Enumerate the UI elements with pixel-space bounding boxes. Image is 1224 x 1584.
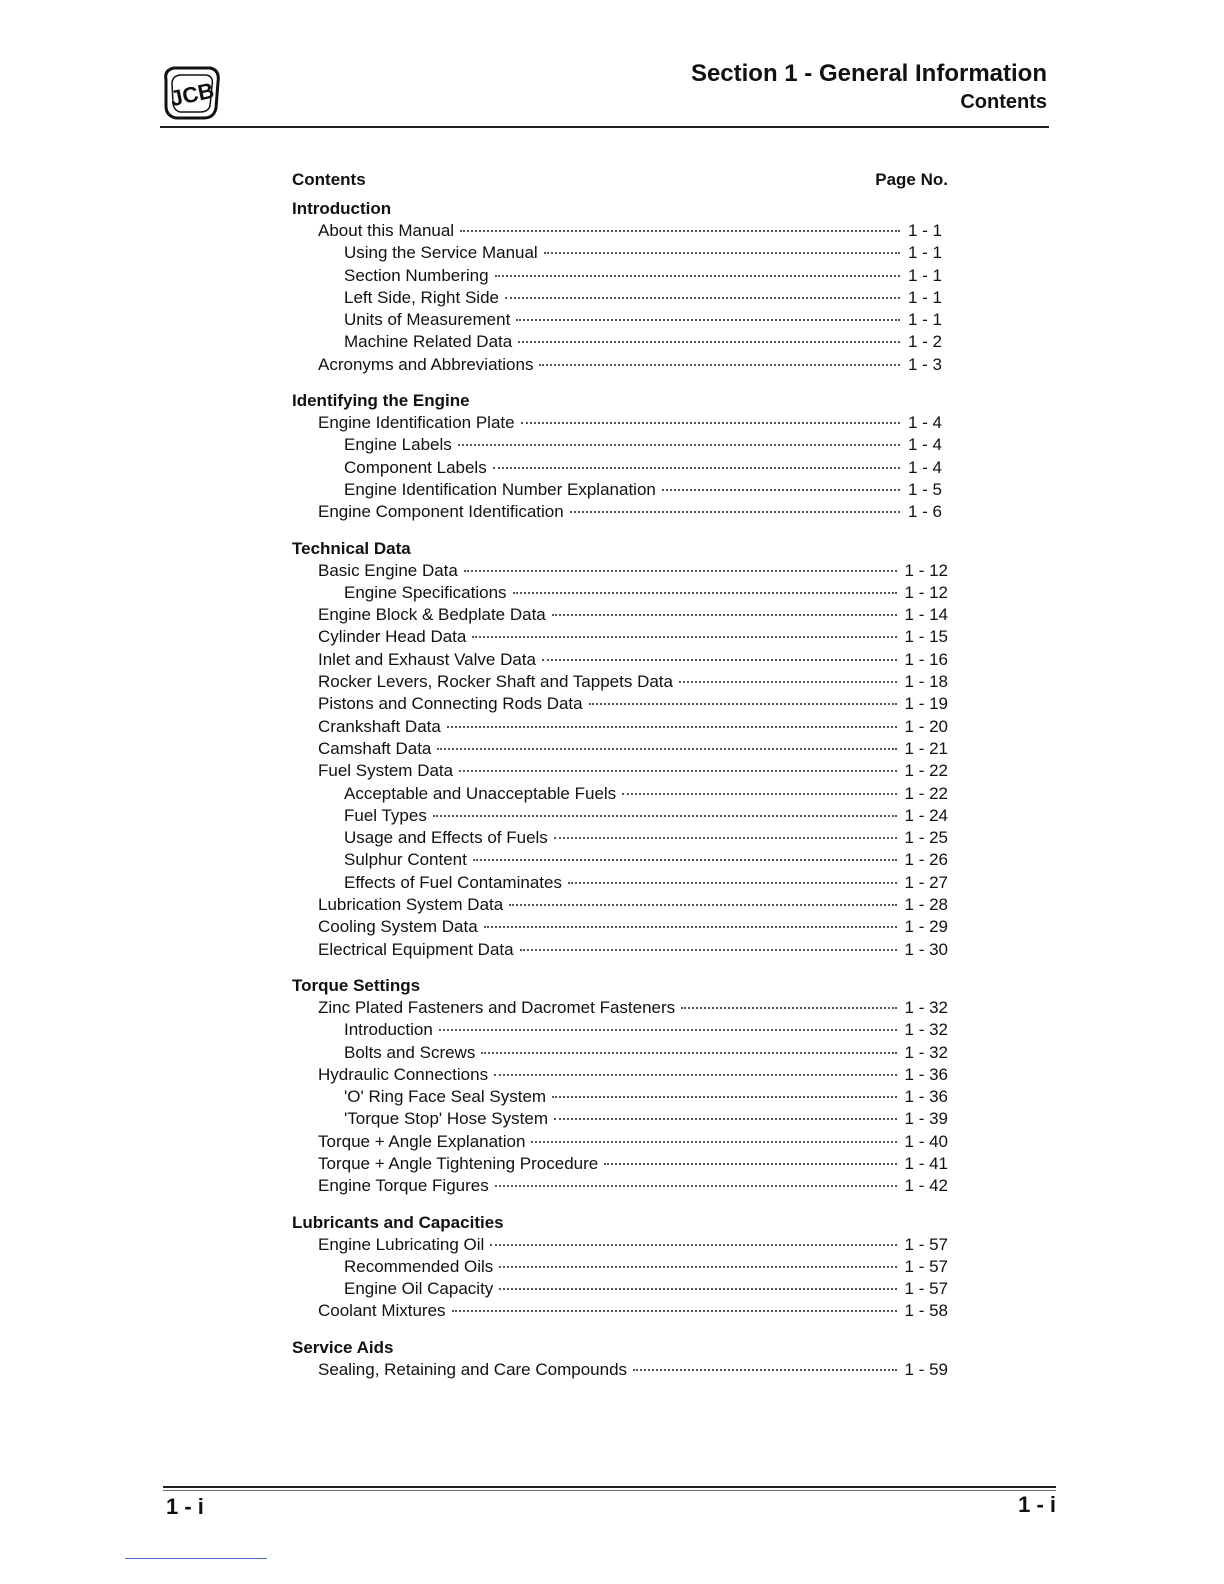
toc-entry-title: Engine Oil Capacity [344, 1279, 494, 1299]
toc-entry[interactable] [292, 916, 948, 938]
toc-entry[interactable] [292, 457, 948, 479]
toc-entry[interactable] [292, 1278, 948, 1300]
toc-entry[interactable] [292, 1359, 948, 1381]
toc-leader-dots [499, 1288, 896, 1290]
footer-page-number-right: 1 - i [1018, 1492, 1056, 1517]
toc-leader-dots [531, 1141, 896, 1143]
toc-entry-title: Engine Identification Plate [318, 413, 515, 433]
toc-entry-page: 1 - 27 [904, 872, 948, 892]
toc-entry[interactable] [292, 501, 948, 523]
toc-leader-dots [495, 1185, 897, 1187]
section-title: Section 1 - General Information [690, 60, 1047, 87]
toc-entry-title: Torque + Angle Explanation [318, 1131, 526, 1151]
toc-entry[interactable] [292, 479, 948, 501]
toc-entry-page: 1 - 18 [904, 672, 948, 692]
toc-leader-dots [490, 1244, 896, 1246]
toc-entry[interactable] [292, 805, 948, 827]
toc-entry-page: 1 - 39 [904, 1109, 948, 1129]
toc-leader-dots [505, 297, 900, 299]
toc-entry-page: 1 - 40 [904, 1131, 948, 1151]
jcb-logo [160, 62, 224, 124]
toc-section [292, 1212, 948, 1323]
toc-leader-dots [458, 444, 900, 446]
toc-leader-dots [539, 364, 900, 366]
toc-leader-dots [439, 1029, 897, 1031]
toc-leader-dots [520, 949, 897, 951]
toc-entry[interactable] [292, 1108, 948, 1130]
toc-section [292, 390, 948, 523]
table-of-contents [292, 170, 948, 1395]
toc-entry-page: 1 - 26 [904, 850, 948, 870]
toc-leader-dots [493, 467, 900, 469]
toc-entry[interactable] [292, 693, 948, 715]
toc-entry-title: Component Labels [344, 457, 487, 477]
toc-entry-page: 1 - 2 [908, 332, 943, 352]
toc-entry-page: 1 - 19 [904, 694, 948, 714]
toc-entry-page: 1 - 59 [904, 1359, 948, 1379]
jcb-logo-icon [160, 62, 224, 124]
toc-entry-page: 1 - 16 [904, 649, 948, 669]
toc-entry-title: Electrical Equipment Data [318, 939, 514, 959]
toc-entry[interactable] [292, 1300, 948, 1322]
section-subtitle: Contents [960, 91, 1047, 113]
toc-entry-title: Cooling System Data [318, 917, 478, 937]
toc-leader-dots [472, 636, 896, 638]
toc-entry[interactable] [292, 1064, 948, 1086]
toc-leader-dots [473, 859, 897, 861]
toc-entry-page: 1 - 57 [904, 1234, 948, 1254]
toc-entry-page: 1 - 4 [908, 413, 943, 433]
toc-entry-page: 1 - 1 [908, 265, 943, 285]
toc-entry[interactable] [292, 331, 948, 353]
toc-entry-title: Acronyms and Abbreviations [318, 354, 534, 374]
header-rule [160, 126, 1049, 128]
toc-entry-page: 1 - 21 [904, 738, 948, 758]
toc-entry-title: Basic Engine Data [318, 560, 458, 580]
toc-entry-page: 1 - 6 [908, 502, 943, 522]
toc-entry[interactable] [292, 738, 948, 760]
toc-leader-dots [552, 614, 897, 616]
toc-leader-dots [447, 726, 897, 728]
toc-entry-page: 1 - 5 [908, 479, 943, 499]
toc-entry[interactable] [292, 1153, 948, 1175]
toc-entry-page: 1 - 42 [904, 1176, 948, 1196]
toc-entry-page: 1 - 57 [904, 1256, 948, 1276]
toc-leader-dots [437, 748, 896, 750]
toc-entry[interactable] [292, 1019, 948, 1041]
toc-section-title: Service Aids [292, 1337, 394, 1357]
toc-entry-title: Engine Labels [344, 435, 452, 455]
toc-section [292, 975, 948, 1198]
toc-header [292, 170, 948, 198]
toc-section-title: Torque Settings [292, 975, 421, 995]
toc-entry[interactable] [292, 997, 948, 1019]
toc-entry-page: 1 - 25 [904, 828, 948, 848]
toc-entry-title: Usage and Effects of Fuels [344, 828, 548, 848]
toc-entry-title: Cylinder Head Data [318, 627, 467, 647]
toc-entry-page: 1 - 14 [904, 605, 948, 625]
toc-entry[interactable] [292, 716, 948, 738]
toc-entry-title: Zinc Plated Fasteners and Dacromet Fasteners [318, 997, 676, 1017]
toc-section-title: Lubricants and Capacities [292, 1212, 504, 1232]
footer-page-number-left: 1 - i [166, 1494, 204, 1519]
toc-entry[interactable] [292, 1131, 948, 1153]
toc-entry-title: Engine Torque Figures [318, 1176, 489, 1196]
toc-entry[interactable] [292, 434, 948, 456]
toc-entry-title: Engine Identification Number Explanation [344, 479, 656, 499]
toc-leader-dots [521, 422, 900, 424]
toc-entry[interactable] [292, 287, 948, 309]
toc-entry-title: Units of Measurement [344, 310, 511, 330]
toc-section-title: Identifying the Engine [292, 391, 470, 411]
toc-leader-dots [554, 837, 897, 839]
toc-section-title: Technical Data [292, 538, 411, 558]
toc-entry[interactable] [292, 1042, 948, 1064]
toc-entry[interactable] [292, 894, 948, 916]
toc-entry-page: 1 - 4 [908, 435, 943, 455]
toc-entry[interactable] [292, 783, 948, 805]
toc-entry-title: Using the Service Manual [344, 243, 538, 263]
toc-leader-dots [604, 1163, 896, 1165]
toc-entry-title: Engine Component Identification [318, 502, 564, 522]
toc-leader-dots [518, 341, 900, 343]
toc-sections [292, 198, 948, 1381]
toc-leader-dots [516, 319, 900, 321]
toc-entry-page: 1 - 57 [904, 1279, 948, 1299]
toc-leader-dots [681, 1007, 896, 1009]
toc-entry[interactable] [292, 309, 948, 331]
toc-leader-dots [570, 511, 900, 513]
toc-entry-title: Engine Specifications [344, 582, 507, 602]
toc-entry[interactable] [292, 649, 948, 671]
toc-leader-dots [589, 703, 897, 705]
toc-entry-title: Left Side, Right Side [344, 287, 499, 307]
toc-entry[interactable] [292, 604, 948, 626]
toc-leader-dots [452, 1310, 897, 1312]
toc-leader-dots [494, 1074, 896, 1076]
toc-entry-page: 1 - 20 [904, 716, 948, 736]
toc-entry-title: Rocker Levers, Rocker Shaft and Tappets Data [318, 672, 673, 692]
toc-leader-dots [542, 659, 897, 661]
toc-entry-page: 1 - 22 [904, 761, 948, 781]
toc-entry-page: 1 - 12 [904, 560, 948, 580]
toc-entry-page: 1 - 24 [904, 805, 948, 825]
toc-entry-page: 1 - 30 [904, 939, 948, 959]
toc-entry-title: Fuel System Data [318, 761, 454, 781]
toc-leader-dots [513, 592, 897, 594]
toc-entry[interactable] [292, 626, 948, 648]
toc-entry-title: Inlet and Exhaust Valve Data [318, 649, 536, 669]
toc-leader-dots [552, 1096, 896, 1098]
toc-entry-title: Machine Related Data [344, 332, 513, 352]
footer-rule [163, 1486, 1056, 1488]
toc-section [292, 1337, 948, 1381]
toc-entry-title: Camshaft Data [318, 738, 432, 758]
toc-entry-page: 1 - 1 [908, 310, 943, 330]
toc-leader-dots [633, 1369, 896, 1371]
toc-leader-dots [554, 1118, 897, 1120]
toc-leader-dots [464, 570, 897, 572]
toc-entry-title: Effects of Fuel Contaminates [344, 872, 562, 892]
toc-leader-dots [679, 681, 897, 683]
toc-leader-dots [484, 926, 897, 928]
toc-entry-page: 1 - 1 [908, 287, 943, 307]
toc-leader-dots [433, 815, 897, 817]
toc-entry[interactable] [292, 1256, 948, 1278]
toc-entry-page: 1 - 58 [904, 1301, 948, 1321]
toc-entry-title: Pistons and Connecting Rods Data [318, 694, 583, 714]
bottom-link-line [125, 1558, 267, 1559]
toc-page-heading: Page No. [875, 170, 948, 189]
toc-entry-page: 1 - 4 [908, 457, 943, 477]
toc-entry-title: Torque + Angle Tightening Procedure [318, 1153, 599, 1173]
toc-entry-page: 1 - 36 [904, 1064, 948, 1084]
toc-entry[interactable] [292, 1175, 948, 1197]
footer-rule-thin [163, 1490, 1056, 1491]
toc-entry-page: 1 - 28 [904, 895, 948, 915]
toc-entry-page: 1 - 12 [904, 582, 948, 602]
toc-entry[interactable] [292, 582, 948, 604]
toc-entry[interactable] [292, 939, 948, 961]
toc-entry-title: Fuel Types [344, 805, 427, 825]
logo-text: JCB [167, 77, 217, 112]
toc-entry-page: 1 - 41 [904, 1153, 948, 1173]
toc-leader-dots [499, 1266, 896, 1268]
toc-entry-title: 'O' Ring Face Seal System [344, 1087, 547, 1107]
toc-entry[interactable] [292, 872, 948, 894]
toc-entry-page: 1 - 15 [904, 627, 948, 647]
toc-entry-page: 1 - 32 [904, 1042, 948, 1062]
toc-entry-page: 1 - 29 [904, 917, 948, 937]
toc-leader-dots [460, 230, 900, 232]
toc-section-title: Introduction [292, 199, 392, 218]
toc-leader-dots [568, 882, 897, 884]
toc-entry[interactable] [292, 412, 948, 434]
toc-section [292, 198, 948, 376]
toc-entry-title: About this Manual [318, 221, 455, 240]
toc-entry[interactable] [292, 1086, 948, 1108]
toc-entry-title: Introduction [344, 1020, 433, 1040]
toc-entry-page: 1 - 3 [908, 354, 943, 374]
toc-entry[interactable] [292, 265, 948, 287]
toc-entry-title: Hydraulic Connections [318, 1064, 489, 1084]
toc-entry-title: Crankshaft Data [318, 716, 441, 736]
toc-entry-page: 1 - 1 [908, 221, 943, 240]
toc-entry-page: 1 - 22 [904, 783, 948, 803]
toc-entry-title: Engine Block & Bedplate Data [318, 605, 546, 625]
toc-heading: Contents [292, 170, 366, 189]
toc-entry-title: Sulphur Content [344, 850, 467, 870]
toc-entry[interactable] [292, 354, 948, 376]
toc-leader-dots [662, 489, 900, 491]
toc-entry[interactable] [292, 827, 948, 849]
toc-section [292, 538, 948, 961]
toc-entry[interactable] [292, 242, 948, 264]
toc-entry-title: Lubrication System Data [318, 895, 504, 915]
toc-leader-dots [495, 275, 900, 277]
toc-entry-page: 1 - 1 [908, 243, 943, 263]
toc-leader-dots [544, 252, 900, 254]
toc-entry-title: Acceptable and Unacceptable Fuels [344, 783, 617, 803]
toc-entry-page: 1 - 36 [904, 1087, 948, 1107]
toc-leader-dots [481, 1052, 896, 1054]
toc-entry-title: Bolts and Screws [344, 1042, 476, 1062]
toc-entry-title: 'Torque Stop' Hose System [344, 1109, 548, 1129]
toc-entry-title: Sealing, Retaining and Care Compounds [318, 1359, 628, 1379]
toc-entry-title: Coolant Mixtures [318, 1301, 446, 1321]
toc-entry[interactable] [292, 849, 948, 871]
toc-entry-title: Recommended Oils [344, 1256, 494, 1276]
toc-entry[interactable] [292, 760, 948, 782]
toc-entry-page: 1 - 32 [904, 997, 948, 1017]
toc-entry[interactable] [292, 671, 948, 693]
toc-entry-page: 1 - 32 [904, 1020, 948, 1040]
toc-leader-dots [622, 793, 896, 795]
toc-leader-dots [509, 904, 896, 906]
toc-entry-title: Engine Lubricating Oil [318, 1234, 485, 1254]
toc-entry[interactable] [292, 560, 948, 582]
toc-entry[interactable] [292, 220, 948, 242]
toc-entry-title: Section Numbering [344, 265, 489, 285]
toc-entry[interactable] [292, 1234, 948, 1256]
toc-leader-dots [459, 770, 896, 772]
